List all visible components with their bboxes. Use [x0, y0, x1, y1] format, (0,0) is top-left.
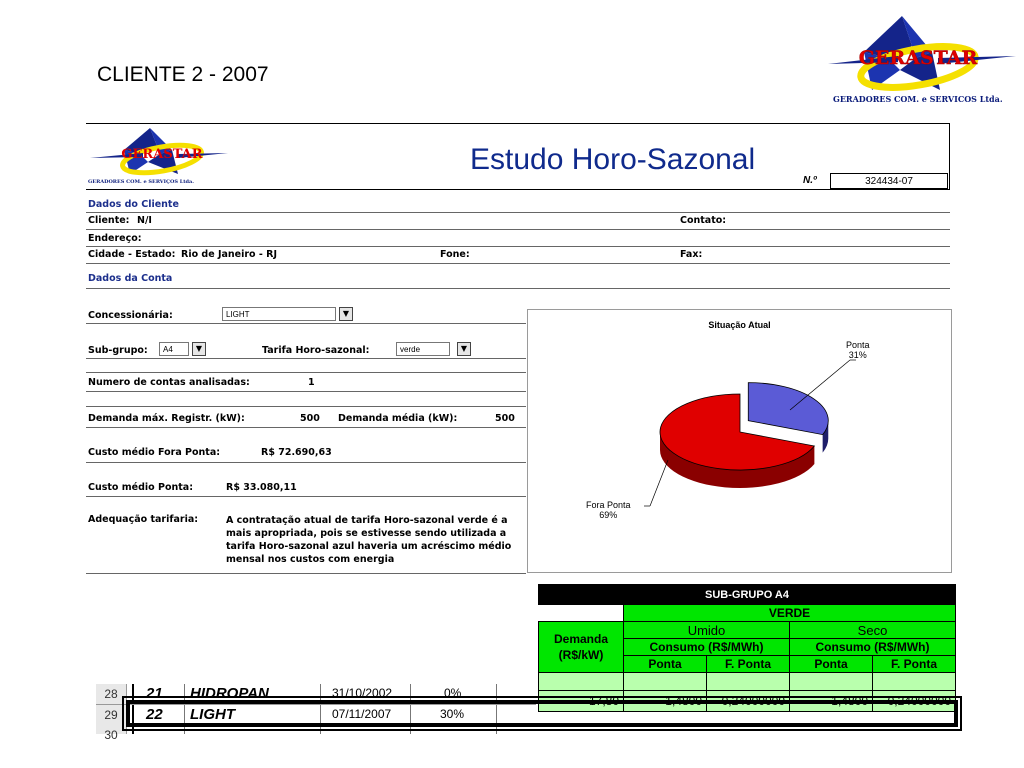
demanda-max-value: 500 [300, 413, 320, 424]
row-number: 29 [104, 708, 118, 722]
demanda-max-label: Demanda máx. Registr. (kW): [88, 413, 245, 424]
table-cell [873, 673, 956, 691]
pie-chart [527, 309, 952, 573]
demanda-media-label: Demanda média (kW): [338, 413, 458, 424]
pie-slice-ponta [748, 383, 828, 435]
fax-label: Fax: [680, 249, 703, 260]
table-header-consumo-seco: Consumo (R$/MWh) [790, 639, 956, 656]
tarifa-label: Tarifa Horo-sazonal: [262, 345, 370, 356]
row-pct: 30% [440, 707, 465, 721]
tarifa-dropdown-icon[interactable]: ▼ [457, 342, 471, 356]
city-value: Rio de Janeiro - RJ [181, 249, 277, 260]
custo-fora-value: R$ 72.690,63 [261, 447, 332, 458]
subgroup-select[interactable]: A4 [159, 342, 189, 356]
form-logo [88, 126, 233, 188]
table-header-seco-ponta: Ponta [790, 656, 873, 673]
contas-label: Numero de contas analisadas: [88, 377, 250, 388]
row-date: 31/10/2002 [332, 686, 393, 700]
adequacao-text: A contratação atual de tarifa Horo-sazonal verde é a mais apropriada, pois se estivesse sendo utilizada a tarifa Horo-sazonal azul haveria um acréscimo médio mensal nos custos com energia [226, 515, 512, 565]
custo-ponta-label: Custo médio Ponta: [88, 482, 194, 493]
table-header-tarifa: VERDE [624, 605, 956, 622]
table-cell-umido-ponta: 1,4800 [624, 691, 707, 712]
table-header-umido-ponta: Ponta [624, 656, 707, 673]
table-header-demanda: Demanda (R$/kW) [539, 622, 624, 673]
table-cell [707, 673, 790, 691]
row-id: 22 [146, 706, 163, 723]
logo-tagline: GERADORES COM. e SERVICOS Ltda. [833, 94, 1003, 104]
slide-title: CLIENTE 2 - 2007 [97, 63, 269, 86]
custo-ponta-value: R$ 33.080,11 [226, 482, 297, 493]
table-header-umido: Umido [624, 622, 790, 639]
contact-label: Contato: [680, 215, 727, 226]
slice-label-fora-ponta-name: Fora Ponta [586, 500, 631, 510]
row-number: 30 [104, 728, 118, 742]
slice-label-fora-ponta-pct: 69% [599, 510, 618, 520]
table-cell [624, 673, 707, 691]
number-label: N.º [803, 175, 817, 186]
city-label: Cidade - Estado: [88, 249, 176, 260]
selected-row-outline [122, 696, 962, 731]
study-title: Estudo Horo-Sazonal [470, 143, 756, 176]
slice-label-ponta [846, 340, 870, 360]
subgroup-dropdown-icon[interactable]: ▼ [192, 342, 206, 356]
row-name: LIGHT [190, 706, 235, 723]
row-name: HIDROPAN [190, 685, 269, 702]
table-empty-cell [539, 605, 624, 622]
tariff-table [538, 584, 956, 712]
chart-title: Situação Atual [708, 320, 771, 330]
table-header-group: SUB-GRUPO A4 [539, 585, 956, 605]
table-cell-demanda: 17,80 [539, 691, 624, 712]
slice-label-ponta-name: Ponta [846, 340, 870, 350]
leader-line-fora-ponta [650, 460, 668, 506]
slice-label-fora-ponta [586, 500, 631, 520]
adequacao-label: Adequação tarifaria: [88, 514, 199, 525]
concessionaria-select[interactable]: LIGHT [222, 307, 336, 321]
table-cell [539, 673, 624, 691]
client-value: N/I [137, 215, 152, 226]
phone-label: Fone: [440, 249, 470, 260]
table-header-consumo-umido: Consumo (R$/MWh) [624, 639, 790, 656]
slice-label-ponta-pct: 31% [848, 350, 867, 360]
number-field[interactable]: 324434-07 [830, 173, 948, 189]
table-cell-seco-ponta: 1,4800 [790, 691, 873, 712]
concessionaria-label: Concessionária: [88, 310, 173, 321]
pie-chart-graphic [528, 310, 953, 574]
custo-fora-label: Custo médio Fora Ponta: [88, 447, 221, 458]
address-label: Endereço: [88, 233, 142, 244]
client-label: Cliente: [88, 215, 130, 226]
table-cell-seco-fponta: 0,24000000 [873, 691, 956, 712]
form-logo-tagline: GERADORES COM. e SERVIÇOS Ltda. [88, 179, 195, 185]
tarifa-select[interactable]: verde [396, 342, 450, 356]
demanda-media-value: 500 [495, 413, 515, 424]
table-header-seco: Seco [790, 622, 956, 639]
table-header-umido-fponta: F. Ponta [707, 656, 790, 673]
row-id: 21 [146, 685, 163, 702]
table-header-seco-fponta: F. Ponta [873, 656, 956, 673]
section-account-heading: Dados da Conta [88, 273, 173, 284]
form-logo-brand-text: GERASTAR [121, 147, 203, 162]
row-date: 07/11/2007 [332, 707, 392, 721]
gerastar-logo [828, 12, 1016, 110]
section-client-heading: Dados do Cliente [88, 199, 179, 210]
table-cell [790, 673, 873, 691]
row-number: 28 [104, 687, 118, 701]
concessionaria-dropdown-icon[interactable]: ▼ [339, 307, 353, 321]
leader-line-ponta [790, 360, 850, 410]
contas-value: 1 [308, 377, 315, 388]
logo-brand-text: GERASTAR [858, 47, 978, 69]
subgroup-label: Sub-grupo: [88, 345, 148, 356]
table-cell-umido-fponta: 0,24000000 [707, 691, 790, 712]
row-pct: 0% [444, 686, 462, 700]
